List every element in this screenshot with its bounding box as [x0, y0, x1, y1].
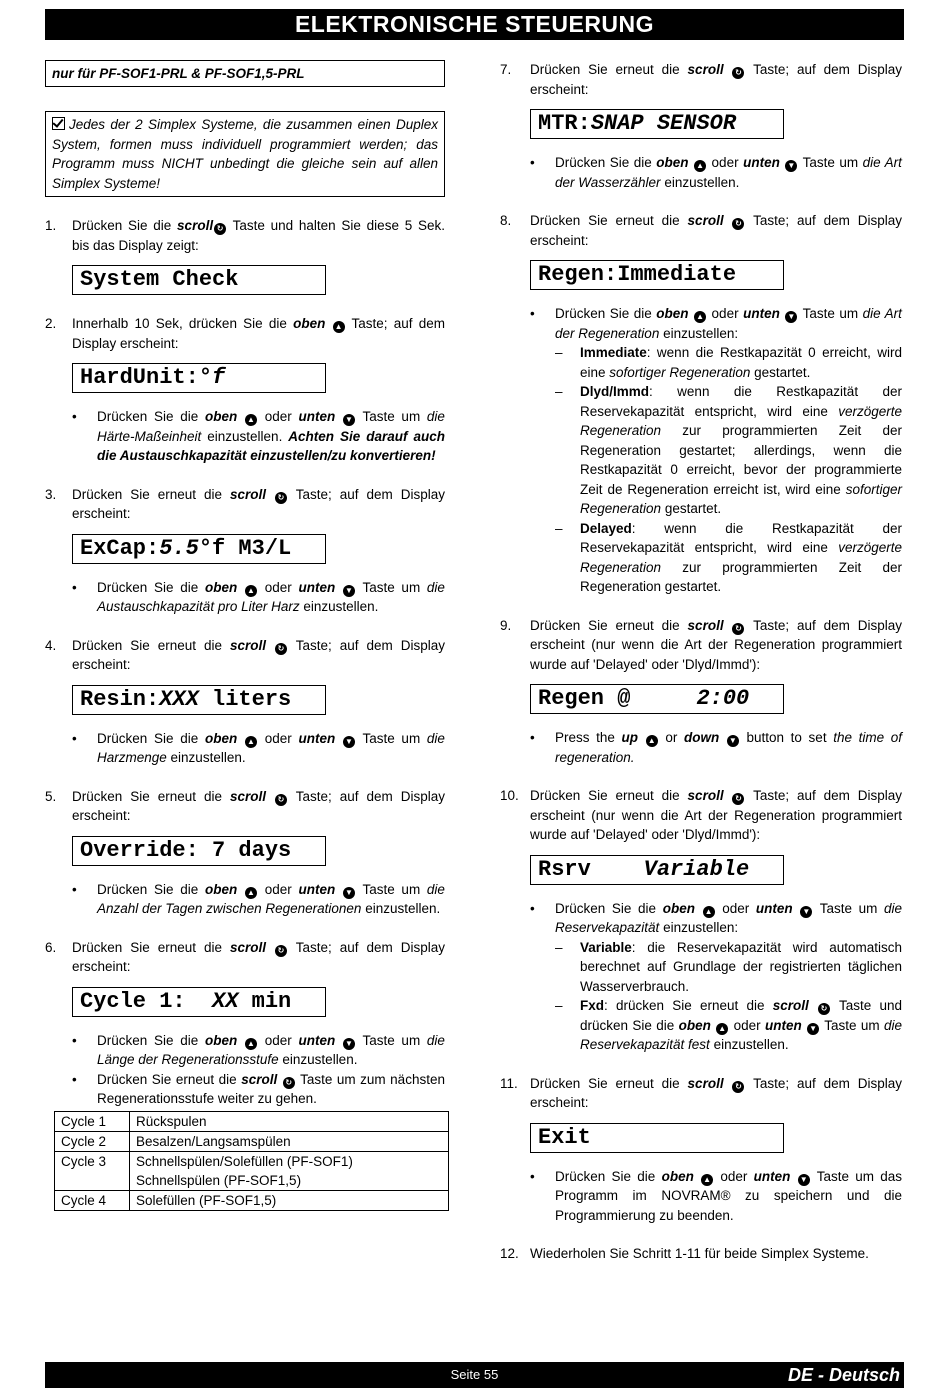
up-arrow-button-icon: ▲ [701, 1174, 713, 1186]
scroll-button-icon: ↻ [275, 794, 287, 806]
up-arrow-button-icon: ▲ [716, 1023, 728, 1035]
step-11: 11. Drücken Sie erneut die scroll ↻ Taste; auf dem Display erscheint: Exit • Drücken Sie die oben ▲ oder unten ▼ Taste um das Programm im NOVRAM® zu speichern und die Programmierung zu beenden. [500, 1074, 902, 1226]
step-6: 6. Drücken Sie erneut die scroll ↻ Taste; auf dem Display erscheint: Cycle 1: XX min • Drücken Sie die oben ▲ oder unten ▼ Taste um die Länge der Regenerationsstufe einzustellen. • Drücken Sie erneut die scroll ↻ Taste um zum nächsten Regenerationsstufe weiter zu gehen. [45, 938, 445, 1109]
scroll-button-icon: ↻ [818, 1003, 830, 1015]
lcd-display: HardUnit:°f [72, 363, 326, 393]
down-arrow-button-icon: ▼ [343, 1038, 355, 1050]
step-4: 4. Drücken Sie erneut die scroll ↻ Taste; auf dem Display erscheint: Resin:XXX liters • Drücken Sie die oben ▲ oder unten ▼ Taste um die Harzmenge einzustellen. [45, 636, 445, 768]
bullet-item: • Drücken Sie die oben ▲ oder unten ▼ Taste um die Austauschkapazität pro Liter Harz einzustellen. [72, 578, 445, 617]
scope-box: nur für PF-SOF1-PRL & PF-SOF1,5-PRL [45, 60, 445, 87]
scroll-button-icon: ↻ [732, 793, 744, 805]
sub-item: – Dlyd/Immd: wenn die Restkapazität der Reservekapazität entspricht, wird eine verzögerte Regeneration zur programmierten Zeit der Regeneration gestartet; allerdings, wenn die Restkapazität 0 erreicht, bevor der programmierte Zeit de Regeneration erreicht ist, wird eine sofortiger Regeneration gestartet. [555, 382, 902, 519]
lcd-display: ExCap:5.5°f M3/L [72, 534, 326, 564]
step-5: 5. Drücken Sie erneut die scroll ↻ Taste; auf dem Display erscheint: Override: 7 days • Drücken Sie die oben ▲ oder unten ▼ Taste um die Anzahl der Tagen zwischen Regenerationen einzustellen. [45, 787, 445, 919]
scroll-button-icon: ↻ [275, 643, 287, 655]
bullet-item: • Drücken Sie die oben ▲ oder unten ▼ Taste um die Art der Regeneration einzustellen: – Immediate: wenn die Restkapazität 0 erreicht, wird eine sofortiger Regeneration gestartet. – Dlyd/Immd: wenn die Restkapazität der Reservekapazität entspricht, wird eine verzögerte Regeneration zur programmierten Zeit der Regeneration gestartet; allerdings, wenn die Restkapazität 0 erreicht, bevor der programmierte Zeit de Regeneration erreicht ist, wird eine sofortiger Regeneration gestartet. – Delayed: wenn die Restkapazität der Reservekapazität entspricht, wird eine verzögerte Regeneration zur programmierten Zeit der Regeneration gestartet. [530, 304, 902, 597]
bullet-item: • Drücken Sie die oben ▲ oder unten ▼ Taste um die Harzmenge einzustellen. [72, 729, 445, 768]
up-arrow-button-icon: ▲ [245, 887, 257, 899]
step-3: 3. Drücken Sie erneut die scroll ↻ Taste; auf dem Display erscheint: ExCap:5.5°f M3/L • Drücken Sie die oben ▲ oder unten ▼ Taste um die Austauschkapazität pro Liter Harz einzustellen. [45, 485, 445, 617]
down-arrow-button-icon: ▼ [727, 735, 739, 747]
down-arrow-button-icon: ▼ [807, 1023, 819, 1035]
bullet-item: • Drücken Sie erneut die scroll ↻ Taste um zum nächsten Regenerationsstufe weiter zu gehen. [72, 1070, 445, 1109]
language-label: DE - Deutsch [787, 1365, 900, 1385]
page-footer [45, 1362, 904, 1388]
step-10: 10. Drücken Sie erneut die scroll ↻ Taste; auf dem Display erscheint (nur wenn die Art der Regeneration programmiert wurde auf 'Delayed' oder 'Dlyd/Immd'): Rsrv Variable • Drücken Sie die oben ▲ oder unten ▼ Taste um die Reservekapazität einzustellen: – Variable: die Reservekapazität wird automatisch berechnet auf Grundlage der registrierten täglichen Wasserverbrauch. – Fxd: drücken Sie erneut die scroll ↻ Taste und drücken Sie die oben ▲ oder unten ▼ Taste um die Reservekapazität fest einzustellen. [500, 786, 902, 1055]
table-row: Cycle 4 Solefüllen (PF-SOF1,5) [55, 1190, 449, 1210]
up-arrow-button-icon: ▲ [646, 735, 658, 747]
sub-item: – Variable: die Reservekapazität wird automatisch berechnet auf Grundlage der registrierten täglichen Wasserverbrauch. [555, 938, 902, 997]
down-arrow-button-icon: ▼ [798, 1174, 810, 1186]
step-8: 8. Drücken Sie erneut die scroll ↻ Taste; auf dem Display erscheint: Regen:Immediate • Drücken Sie die oben ▲ oder unten ▼ Taste um die Art der Regeneration einzustellen: – Immediate: wenn die Restkapazität 0 erreicht, wird eine sofortiger Regeneration gestartet. – Dlyd/Immd: wenn die Restkapazität der Reservekapazität entspricht, wird eine verzögerte Regeneration zur programmierten Zeit der Regeneration gestartet; allerdings, wenn die Restkapazität 0 erreicht, bevor der programmierte Zeit de Regeneration erreicht ist, wird eine sofortiger Regeneration gestartet. – Delayed: wenn die Restkapazität der Reservekapazität entspricht, wird eine verzögerte Regeneration zur programmierten Zeit der Regeneration gestartet. [500, 211, 902, 597]
down-arrow-button-icon: ▼ [343, 585, 355, 597]
scroll-button-icon: ↻ [283, 1077, 295, 1089]
lcd-display: Resin:XXX liters [72, 685, 326, 715]
lcd-display: Regen:Immediate [530, 260, 784, 290]
bullet-item: • Drücken Sie die oben ▲ oder unten ▼ Taste um die Reservekapazität einzustellen: – Variable: die Reservekapazität wird automatisch berechnet auf Grundlage der registrierten täglichen Wasserverbrauch. – Fxd: drücken Sie erneut die scroll ↻ Taste und drücken Sie die oben ▲ oder unten ▼ Taste um die Reservekapazität fest einzustellen. [530, 899, 902, 1055]
cycle-table [54, 1111, 449, 1211]
scroll-button-icon: ↻ [732, 218, 744, 230]
checkbox-icon [52, 117, 65, 130]
step-2: 2. Innerhalb 10 Sek, drücken Sie die oben ▲ Taste; auf dem Display erscheint: HardUnit:°f • Drücken Sie die oben ▲ oder unten ▼ Taste um die Härte-Maßeinheit einzustellen. Achten Sie darauf auch die Austauschkapazität einzustellen/zu konvertieren! [45, 314, 445, 466]
up-arrow-button-icon: ▲ [245, 1038, 257, 1050]
down-arrow-button-icon: ▼ [800, 906, 812, 918]
bullet-item: • Drücken Sie die oben ▲ oder unten ▼ Taste um die Anzahl der Tagen zwischen Regenerationen einzustellen. [72, 880, 445, 919]
lcd-display: Override: 7 days [72, 836, 326, 866]
bullet-item: • Drücken Sie die oben ▲ oder unten ▼ Taste um die Härte-Maßeinheit einzustellen. Achten Sie darauf auch die Austauschkapazität einzustellen/zu konvertieren! [72, 407, 445, 466]
step-7: 7. Drücken Sie erneut die scroll ↻ Taste; auf dem Display erscheint: MTR:SNAP SENSOR • Drücken Sie die oben ▲ oder unten ▼ Taste um die Art der Wasserzähler einzustellen. [500, 60, 902, 192]
up-arrow-button-icon: ▲ [245, 736, 257, 748]
step-9: 9. Drücken Sie erneut die scroll ↻ Taste; auf dem Display erscheint (nur wenn die Art der Regeneration programmiert wurde auf 'Delayed' oder 'Dlyd/Immd'): Regen @ 2:00 • Press the up ▲ or down ▼ button to set the time of regeneration. [500, 616, 902, 768]
up-arrow-button-icon: ▲ [694, 311, 706, 323]
page-banner: ELEKTRONISCHE STEUERUNG [45, 9, 904, 40]
bullet-item: • Drücken Sie die oben ▲ oder unten ▼ Taste um die Art der Wasserzähler einzustellen. [530, 153, 902, 192]
up-arrow-button-icon: ▲ [333, 321, 345, 333]
left-column [45, 60, 445, 1211]
step-1: 1. Drücken Sie die scroll ↻ Taste und halten Sie diese 5 Sek. bis das Display zeigt: System Check [45, 216, 445, 295]
up-arrow-button-icon: ▲ [694, 160, 706, 172]
lcd-display: Exit [530, 1123, 784, 1153]
lcd-display: Regen @ 2:00 [530, 684, 784, 714]
right-column [500, 60, 902, 1264]
lcd-display: System Check [72, 265, 326, 295]
down-arrow-button-icon: ▼ [785, 311, 797, 323]
table-row: Cycle 1 Rückspulen [55, 1111, 449, 1131]
sub-item: – Fxd: drücken Sie erneut die scroll ↻ Taste und drücken Sie die oben ▲ oder unten ▼ Taste um die Reservekapazität fest einzustellen. [555, 996, 902, 1055]
up-arrow-button-icon: ▲ [703, 906, 715, 918]
table-row: Cycle 2 Besalzen/Langsamspülen [55, 1131, 449, 1151]
scroll-button-icon: ↻ [275, 945, 287, 957]
note-box: Jedes der 2 Simplex Systeme, die zusammen einen Duplex System, formen muss individuell programmiert werden; das Programm muss NICHT unbedingt die gleiche sein auf allen Simplex Systeme! [45, 111, 445, 197]
step-12: 12. Wiederholen Sie Schritt 1-11 für beide Simplex Systeme. [500, 1246, 869, 1261]
lcd-display: MTR:SNAP SENSOR [530, 109, 784, 139]
table-row: Cycle 3 Schnellspülen/Solefüllen (PF-SOF1) Schnellspülen (PF-SOF1,5) [55, 1151, 449, 1190]
sub-item: – Immediate: wenn die Restkapazität 0 erreicht, wird eine sofortiger Regeneration gestartet. [555, 343, 902, 382]
down-arrow-button-icon: ▼ [343, 887, 355, 899]
bullet-item: • Drücken Sie die oben ▲ oder unten ▼ Taste um das Programm im NOVRAM® zu speichern und die Programmierung zu beenden. [530, 1167, 902, 1226]
bullet-item: • Press the up ▲ or down ▼ button to set the time of regeneration. [530, 728, 902, 767]
lcd-display: Cycle 1: XX min [72, 987, 326, 1017]
scroll-button-icon: ↻ [275, 492, 287, 504]
scroll-button-icon: ↻ [732, 67, 744, 79]
sub-item: – Delayed: wenn die Restkapazität der Reservekapazität entspricht, wird eine verzögerte Regeneration zur programmierten Zeit der Regeneration gestartet. [555, 519, 902, 597]
lcd-display: Rsrv Variable [530, 855, 784, 885]
scroll-button-icon: ↻ [214, 223, 226, 235]
up-arrow-button-icon: ▲ [245, 414, 257, 426]
down-arrow-button-icon: ▼ [343, 414, 355, 426]
scroll-button-icon: ↻ [732, 623, 744, 635]
scroll-button-icon: ↻ [732, 1081, 744, 1093]
down-arrow-button-icon: ▼ [785, 160, 797, 172]
down-arrow-button-icon: ▼ [343, 736, 355, 748]
page-number: Seite 55 [450, 1367, 499, 1382]
up-arrow-button-icon: ▲ [245, 585, 257, 597]
bullet-item: • Drücken Sie die oben ▲ oder unten ▼ Taste um die Länge der Regenerationsstufe einzustellen. [72, 1031, 445, 1070]
